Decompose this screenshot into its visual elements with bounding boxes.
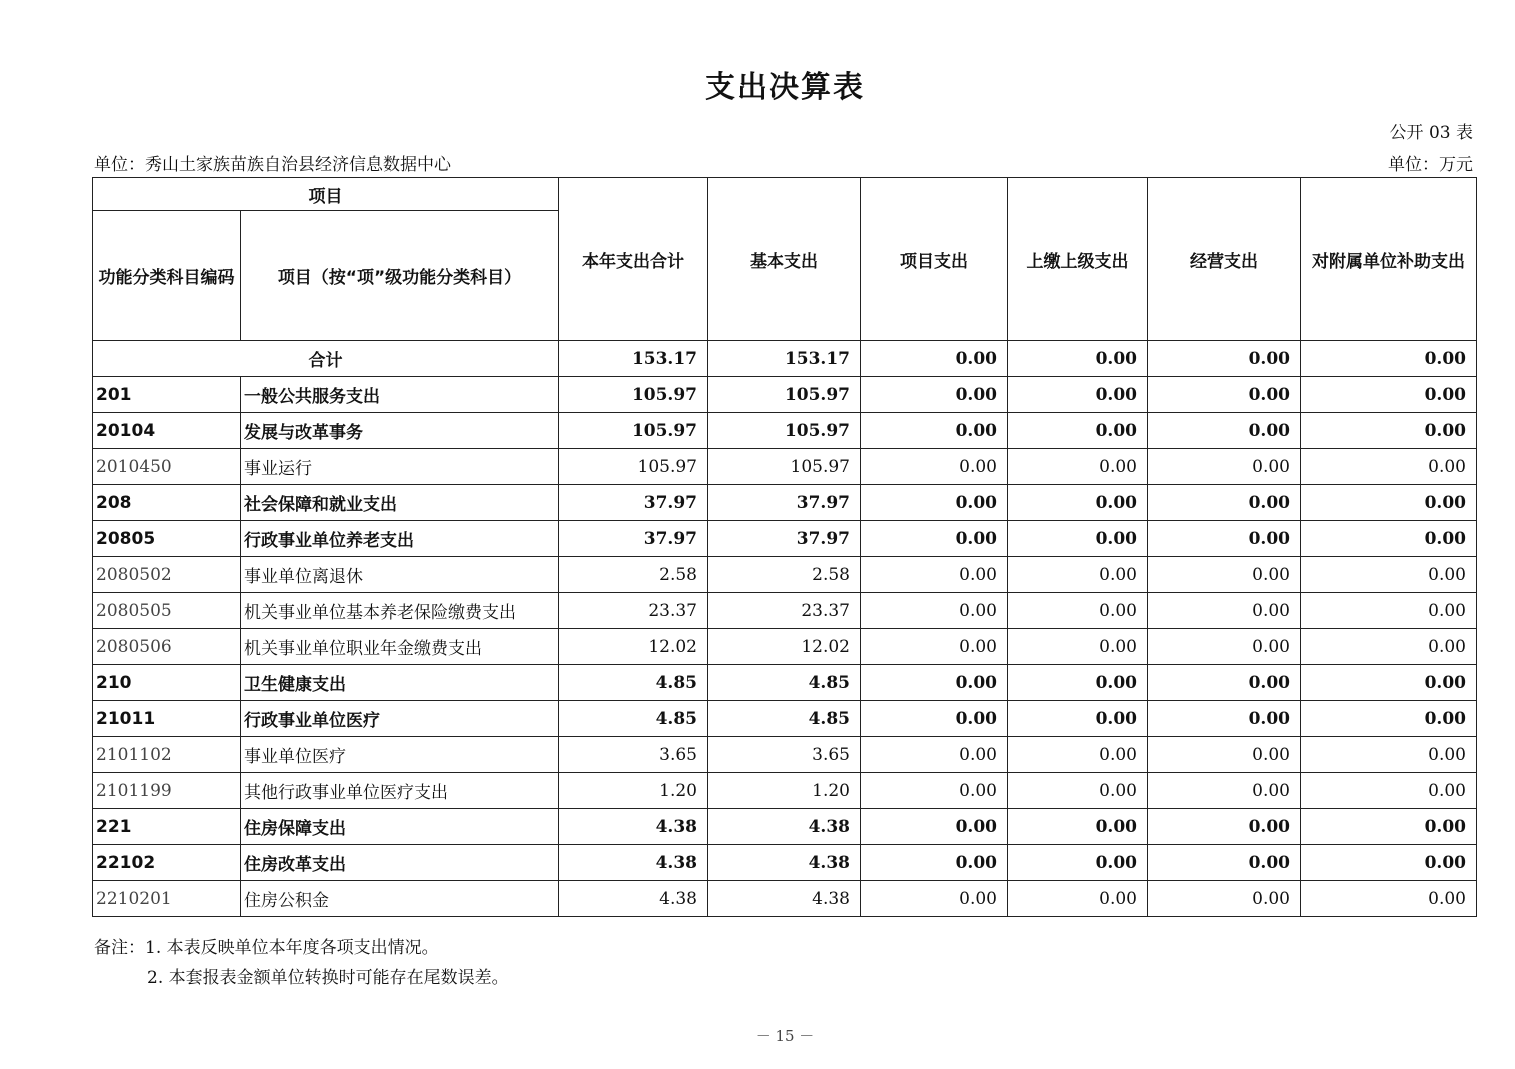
row-name: 行政事业单位养老支出: [241, 521, 559, 557]
row-value: 1.20: [708, 773, 861, 809]
row-code: 208: [93, 485, 241, 521]
row-value: 0.00: [1148, 737, 1301, 773]
row-code: 2010450: [93, 449, 241, 485]
row-value: 0.00: [861, 809, 1008, 845]
row-value: 4.38: [708, 809, 861, 845]
notes: [94, 933, 509, 993]
row-value: 0.00: [861, 629, 1008, 665]
row-value: 0.00: [1301, 485, 1477, 521]
row-value: 0.00: [1301, 701, 1477, 737]
table-row: [93, 485, 1477, 521]
row-value: 0.00: [861, 413, 1008, 449]
row-name: 卫生健康支出: [241, 665, 559, 701]
header-row-1: [93, 178, 1477, 211]
row-code: 20805: [93, 521, 241, 557]
total-value: 0.00: [861, 341, 1008, 377]
table-row: [93, 701, 1477, 737]
row-name: 其他行政事业单位医疗支出: [241, 773, 559, 809]
row-value: 0.00: [861, 485, 1008, 521]
row-code: 201: [93, 377, 241, 413]
row-value: 0.00: [1301, 737, 1477, 773]
table-row: [93, 845, 1477, 881]
row-value: 0.00: [1148, 449, 1301, 485]
table-row: [93, 557, 1477, 593]
total-value: 0.00: [1148, 341, 1301, 377]
row-value: 0.00: [1148, 413, 1301, 449]
table-row: [93, 449, 1477, 485]
form-number: 公开 03 表: [1389, 123, 1473, 143]
header-total: 本年支出合计: [559, 178, 708, 341]
row-value: 0.00: [1301, 557, 1477, 593]
row-value: 0.00: [1148, 881, 1301, 917]
row-value: 0.00: [1148, 665, 1301, 701]
row-value: 12.02: [559, 629, 708, 665]
table-row: [93, 665, 1477, 701]
row-value: 2.58: [708, 557, 861, 593]
row-code: 2080505: [93, 593, 241, 629]
row-name: 住房公积金: [241, 881, 559, 917]
expenditure-table: [92, 177, 1477, 917]
row-value: 0.00: [1008, 881, 1148, 917]
row-value: 4.38: [559, 809, 708, 845]
row-value: 37.97: [708, 485, 861, 521]
row-value: 4.38: [708, 881, 861, 917]
row-value: 0.00: [1008, 413, 1148, 449]
table-row: [93, 773, 1477, 809]
row-value: 0.00: [1008, 593, 1148, 629]
row-name: 一般公共服务支出: [241, 377, 559, 413]
page-title: 支出决算表: [705, 70, 865, 105]
row-value: 0.00: [1301, 413, 1477, 449]
row-value: 0.00: [1148, 521, 1301, 557]
table-row: [93, 521, 1477, 557]
row-value: 1.20: [559, 773, 708, 809]
header-subsidy: 对附属单位补助支出: [1301, 178, 1477, 341]
row-value: 0.00: [861, 881, 1008, 917]
row-value: 0.00: [1008, 845, 1148, 881]
row-value: 0.00: [1008, 377, 1148, 413]
row-name: 发展与改革事务: [241, 413, 559, 449]
row-value: 23.37: [708, 593, 861, 629]
row-value: 0.00: [861, 377, 1008, 413]
total-value: 0.00: [1301, 341, 1477, 377]
row-value: 105.97: [559, 413, 708, 449]
table-row: [93, 413, 1477, 449]
row-value: 0.00: [1008, 629, 1148, 665]
row-name: 事业单位医疗: [241, 737, 559, 773]
row-value: 0.00: [1301, 845, 1477, 881]
row-value: 0.00: [861, 773, 1008, 809]
row-value: 0.00: [861, 701, 1008, 737]
row-name: 社会保障和就业支出: [241, 485, 559, 521]
row-value: 0.00: [1301, 629, 1477, 665]
row-value: 4.38: [559, 881, 708, 917]
header-business: 经营支出: [1148, 178, 1301, 341]
row-value: 4.38: [559, 845, 708, 881]
row-value: 0.00: [1148, 377, 1301, 413]
table-row: [93, 737, 1477, 773]
row-value: 0.00: [1008, 773, 1148, 809]
row-value: 3.65: [708, 737, 861, 773]
unit-currency: 单位：万元: [1388, 155, 1473, 175]
row-value: 0.00: [1008, 449, 1148, 485]
row-value: 105.97: [559, 449, 708, 485]
row-code: 2210201: [93, 881, 241, 917]
row-value: 4.85: [708, 701, 861, 737]
unit-organization: 单位：秀山土家族苗族自治县经济信息数据中心: [94, 155, 451, 175]
row-value: 37.97: [559, 521, 708, 557]
row-value: 37.97: [708, 521, 861, 557]
row-code: 20104: [93, 413, 241, 449]
row-value: 0.00: [1148, 593, 1301, 629]
row-value: 0.00: [1301, 809, 1477, 845]
row-value: 3.65: [559, 737, 708, 773]
row-value: 0.00: [861, 845, 1008, 881]
row-value: 0.00: [1301, 449, 1477, 485]
row-code: 2101102: [93, 737, 241, 773]
row-code: 210: [93, 665, 241, 701]
row-value: 23.37: [559, 593, 708, 629]
row-value: 105.97: [708, 413, 861, 449]
header-upper: 上缴上级支出: [1008, 178, 1148, 341]
row-value: 4.85: [708, 665, 861, 701]
row-value: 0.00: [1008, 485, 1148, 521]
row-value: 0.00: [1301, 665, 1477, 701]
row-value: 0.00: [1148, 809, 1301, 845]
row-value: 4.38: [708, 845, 861, 881]
row-value: 0.00: [1301, 521, 1477, 557]
row-name: 事业单位离退休: [241, 557, 559, 593]
row-value: 105.97: [708, 377, 861, 413]
row-code: 2080506: [93, 629, 241, 665]
row-value: 0.00: [1148, 485, 1301, 521]
row-value: 0.00: [1148, 629, 1301, 665]
row-name: 事业运行: [241, 449, 559, 485]
row-value: 0.00: [1008, 809, 1148, 845]
row-value: 12.02: [708, 629, 861, 665]
table-row: [93, 629, 1477, 665]
row-code: 21011: [93, 701, 241, 737]
row-value: 4.85: [559, 665, 708, 701]
row-value: 0.00: [861, 557, 1008, 593]
row-name: 住房改革支出: [241, 845, 559, 881]
table-row: [93, 593, 1477, 629]
header-code: 功能分类科目编码: [93, 211, 241, 341]
row-value: 0.00: [861, 449, 1008, 485]
row-value: 0.00: [861, 593, 1008, 629]
row-code: 2101199: [93, 773, 241, 809]
table-row: [93, 377, 1477, 413]
total-value: 153.17: [708, 341, 861, 377]
row-value: 0.00: [1008, 737, 1148, 773]
header-basic: 基本支出: [708, 178, 861, 341]
row-value: 0.00: [1008, 701, 1148, 737]
table-row: [93, 809, 1477, 845]
row-value: 0.00: [861, 521, 1008, 557]
header-item-group: 项目: [93, 178, 559, 211]
note-2: 2. 本套报表金额单位转换时可能存在尾数误差。: [147, 968, 509, 988]
row-code: 22102: [93, 845, 241, 881]
total-row: [93, 341, 1477, 377]
row-value: 0.00: [1301, 773, 1477, 809]
row-value: 0.00: [1008, 521, 1148, 557]
total-value: 153.17: [559, 341, 708, 377]
row-value: 0.00: [1301, 377, 1477, 413]
row-code: 2080502: [93, 557, 241, 593]
row-value: 0.00: [861, 665, 1008, 701]
row-value: 105.97: [559, 377, 708, 413]
row-name: 机关事业单位基本养老保险缴费支出: [241, 593, 559, 629]
row-value: 2.58: [559, 557, 708, 593]
row-value: 0.00: [861, 737, 1008, 773]
row-value: 0.00: [1148, 701, 1301, 737]
row-value: 0.00: [1148, 773, 1301, 809]
total-value: 0.00: [1008, 341, 1148, 377]
header-name: 项目（按“项”级功能分类科目）: [241, 211, 559, 341]
row-value: 0.00: [1148, 845, 1301, 881]
total-label: 合计: [93, 341, 559, 377]
row-value: 4.85: [559, 701, 708, 737]
row-value: 37.97: [559, 485, 708, 521]
note-1: 备注：1. 本表反映单位本年度各项支出情况。: [94, 938, 439, 958]
row-value: 0.00: [1301, 881, 1477, 917]
row-value: 0.00: [1008, 665, 1148, 701]
row-value: 0.00: [1301, 593, 1477, 629]
header-project: 项目支出: [861, 178, 1008, 341]
row-name: 住房保障支出: [241, 809, 559, 845]
page-number: － 15 －: [755, 1027, 815, 1045]
table-row: [93, 881, 1477, 917]
row-value: 0.00: [1008, 557, 1148, 593]
row-name: 行政事业单位医疗: [241, 701, 559, 737]
row-name: 机关事业单位职业年金缴费支出: [241, 629, 559, 665]
row-value: 0.00: [1148, 557, 1301, 593]
row-code: 221: [93, 809, 241, 845]
row-value: 105.97: [708, 449, 861, 485]
